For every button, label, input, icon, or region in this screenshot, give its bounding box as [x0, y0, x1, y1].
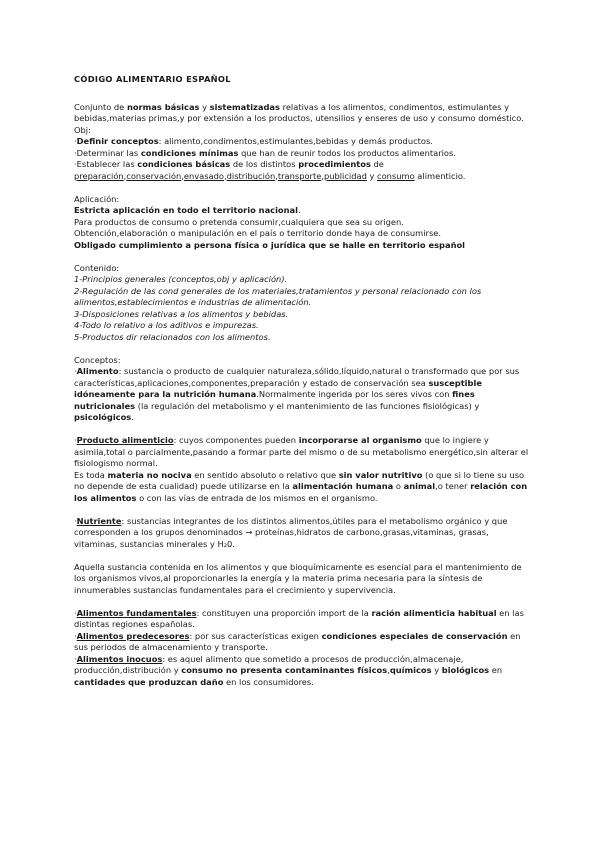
- obj-line-3: [74, 159, 534, 171]
- underlined-term: Alimentos inocuos: [76, 653, 163, 664]
- bold-run: consumo no presenta contaminantes físicos: [181, 665, 388, 675]
- text-run: : por sus características exigen: [189, 630, 322, 641]
- text-run: : sustancias integrantes de los distintos alimentos,útiles para el metabolismo orgánico y que corresponden a los grupos denominados → proteínas,hidratos de carbono,grasas,vitaminas, grasas, vitaminas, sustancias minerales y H₂0.: [74, 515, 508, 549]
- underlined-term: Alimentos fundamentales: [76, 607, 197, 618]
- concepto-nutriente: [74, 516, 534, 551]
- text-run: : cuyos componentes pueden: [173, 435, 299, 445]
- bold-run: biológicos: [441, 665, 490, 675]
- text-run: .: [131, 412, 134, 422]
- bold-run: materia no nociva: [107, 469, 192, 480]
- text-run: de: [370, 159, 384, 169]
- bold-run: sistematizadas: [209, 101, 280, 112]
- concepto-fundamentales: [74, 608, 534, 631]
- italic-run: 3-Disposiciones relativas a los alimentos y bebidas.: [74, 308, 289, 319]
- underlined-term: publicidad: [323, 170, 367, 181]
- bold-run: químicos: [389, 665, 432, 675]
- bold-run: Definir conceptos: [76, 136, 159, 146]
- bullet: ·: [74, 630, 77, 641]
- text-run: : sustancia o producto de cualquier naturaleza,sólido,líquido,natural o transformado que por sus características,aplicaciones,componentes,preparación y estado de conservación sea: [74, 366, 520, 388]
- text-run: ,: [387, 665, 390, 675]
- aplicacion-line-1: [74, 205, 534, 217]
- underlined-term: Producto alimenticio: [76, 435, 174, 445]
- text-run: que han de reunir todos los productos alimentarios.: [238, 147, 456, 158]
- bold-run: Obligado cumplimiento a persona física o jurídica que se halle en territorio español: [74, 239, 466, 250]
- bold-run: alimentación humana: [292, 481, 394, 491]
- conceptos-label: Conceptos:: [74, 354, 121, 365]
- aplicacion-label: Aplicación:: [74, 193, 120, 204]
- text-run: en sus periodos de almacenamiento y transporte.: [74, 630, 521, 652]
- obj-line-2: [74, 148, 534, 160]
- bold-run: normas básicas: [126, 101, 200, 112]
- underlined-term: transporte: [277, 170, 322, 181]
- bold-run: animal: [403, 481, 436, 491]
- text-run: que lo ingiere y asimila,total o parcialmente,pasando a formar parte del mismo o de su metabolismo energético,sin alterar el fisiologismo normal.: [74, 435, 529, 468]
- text-run: relativas a los alimentos, condimentos, estimulantes y bebidas,materias primas,y por extensión a los productos, utensilios y enseres de uso y consumo doméstico.: [74, 101, 524, 123]
- bullet: ·: [74, 366, 77, 376]
- contenido-item: [74, 309, 534, 321]
- italic-run: 4-Todo lo relativo a los aditivos e impurezas.: [74, 320, 259, 330]
- underlined-term: preparación: [74, 170, 124, 181]
- text-run: : constituyen una proporción import de la: [196, 607, 372, 618]
- text-run: : alimento,condimentos,estimulantes,bebidas y demás productos.: [158, 136, 433, 146]
- underlined-term: conservación: [126, 170, 182, 181]
- bold-run: sin valor nutritivo: [338, 469, 423, 480]
- obj-line-4: preparación,conservación,envasado,distribución,transporte,publicidad y consumo alimenticio.: [74, 170, 466, 181]
- contenido-item: [74, 320, 534, 332]
- underlined-term: Nutriente: [76, 515, 122, 526]
- bold-run: ración alimenticia habitual: [371, 607, 497, 618]
- bold-run: incorporarse al organismo: [298, 435, 422, 445]
- text-run: y: [431, 665, 442, 675]
- obj-line-1: [74, 136, 534, 148]
- text-run: (o que si lo tiene su uso no depende de esta cualidad) puede utilizarse en la: [74, 469, 525, 491]
- bullet: ·: [74, 653, 77, 664]
- bullet: ·: [74, 607, 77, 618]
- text-run: y: [199, 101, 210, 112]
- text-run: en las distintas regiones españolas.: [74, 607, 524, 629]
- underlined-term: Alimentos predecesores: [76, 630, 190, 641]
- text-run: : es aquel alimento que sometido a procesos de producción,almacenaje, producción,distribución y: [74, 653, 464, 675]
- concepto-producto: [74, 435, 534, 470]
- underlined-term: envasado: [183, 170, 224, 181]
- text-run: ·Establecer las: [74, 159, 138, 169]
- italic-run: 5-Productos dir relacionados con los alimentos.: [74, 331, 271, 342]
- concepto-producto-2: [74, 470, 534, 505]
- bullet: ·: [74, 136, 77, 146]
- text-run: en sentido absoluto o relativo que: [191, 469, 339, 480]
- text-run: o con las vías de entrada de los mismos en el organismo.: [136, 492, 378, 503]
- concepto-predecesores: [74, 631, 534, 654]
- text-run: ,o tener: [435, 481, 471, 491]
- text-run: ·Determinar las: [74, 147, 141, 158]
- bold-run: fines nutricionales: [74, 389, 475, 411]
- underlined-term: consumo: [377, 170, 415, 181]
- italic-run: 1-Principios generales (conceptos,obj y aplicación).: [74, 274, 288, 284]
- aplicacion-line-4: [74, 240, 534, 252]
- intro-paragraph: [74, 102, 534, 125]
- text-run: Es toda: [74, 469, 108, 480]
- text-run: .: [297, 205, 301, 215]
- aplicacion-line-3: Obtención,elaboración o manipulación en el país o territorio donde haya de consumirse.: [74, 228, 442, 238]
- bold-run: Estricta aplicación en todo el territorio nacional: [74, 205, 298, 215]
- obj-label: Obj:: [74, 124, 91, 135]
- text-run: .Normalmente ingerida por los seres vivos con: [256, 389, 453, 399]
- underlined-term: distribución: [226, 170, 276, 181]
- concepto-nutriente-2: Aquella sustancia contenida en los alimentos y que bioquímicamente es esencial para el mantenimiento de los organismos vivos,al proporcionarles la energía y la materia prima necesaria para la síntesis de innumerables sustancias fundamentales para el crecimiento y supervivencia.: [74, 561, 522, 595]
- bold-run: susceptible idóneamente para la nutrición humana: [74, 377, 482, 399]
- bold-run: relación con los alimentos: [74, 481, 528, 503]
- contenido-label: Contenido:: [74, 262, 120, 273]
- text-run: en los consumidores.: [223, 676, 314, 687]
- bold-run: procedimientos: [298, 159, 371, 169]
- italic-run: 2-Regulación de las cond generales de los materiales,tratamientos y personal relacionado con los alimentos,establecimientos e industrias de alimentación.: [74, 285, 482, 307]
- page-title: CÓDIGO ALIMENTARIO ESPAÑOL: [74, 74, 231, 84]
- bold-run: cantidades que produzcan daño: [74, 676, 224, 687]
- text-run: alimenticio.: [414, 170, 466, 181]
- contenido-item: [74, 274, 534, 286]
- bullet: ·: [74, 435, 77, 445]
- bold-run: condiciones básicas: [137, 159, 231, 169]
- bullet: ·: [74, 515, 77, 526]
- document-content: [74, 74, 534, 688]
- bold-run: psicológicos: [74, 412, 132, 422]
- bold-run: condiciones mínimas: [140, 147, 239, 158]
- text-run: y: [366, 170, 378, 181]
- text-run: (la regulación del metabolismo y el mantenimiento de las funciones fisiológicas) y: [135, 400, 480, 411]
- contenido-item: [74, 332, 534, 344]
- text-run: Conjunto de: [74, 101, 127, 112]
- bold-run: condiciones especiales de conservación: [321, 630, 508, 641]
- text-run: de los distintos: [230, 159, 299, 169]
- contenido-item: [74, 286, 534, 309]
- concepto-alimento: [74, 366, 534, 424]
- concepto-inocuos: [74, 654, 534, 689]
- bold-run: Alimento: [76, 366, 119, 376]
- aplicacion-line-2: Para productos de consumo o pretenda consumir,cualquiera que sea su origen.: [74, 216, 404, 227]
- text-run: en: [489, 665, 503, 675]
- text-run: o: [393, 481, 404, 491]
